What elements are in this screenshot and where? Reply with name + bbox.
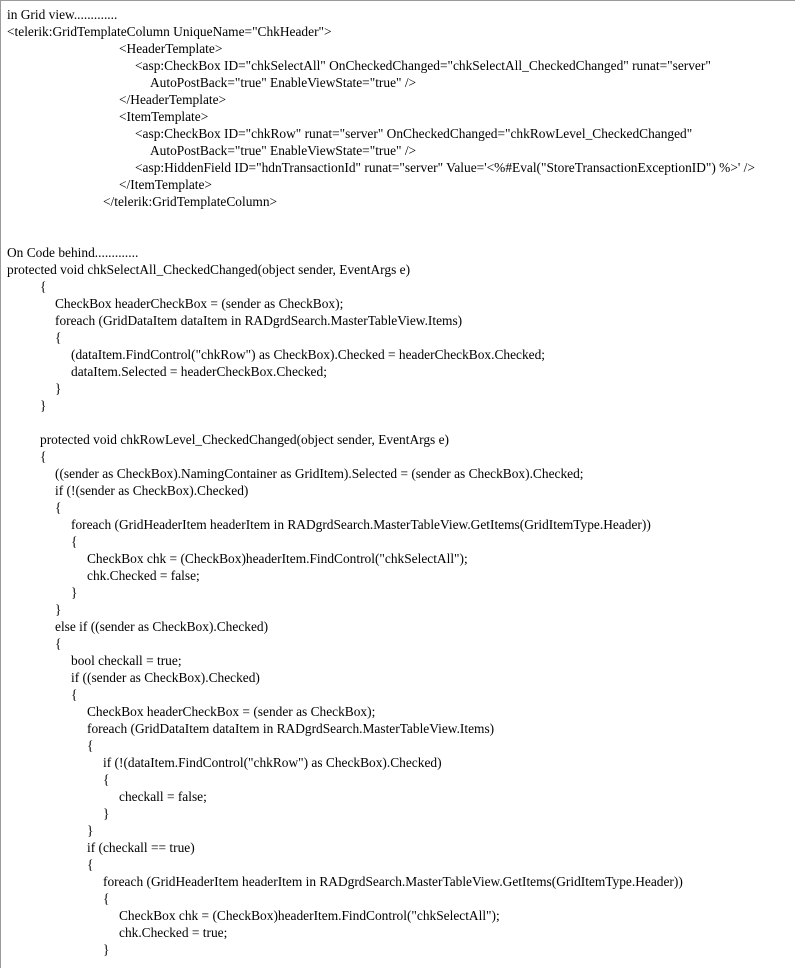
code-line: { bbox=[55, 500, 62, 515]
code-line: chk.Checked = false; bbox=[87, 568, 200, 583]
code-line: <asp:HiddenField ID="hdnTransactionId" runat="server" Value='<%#Eval("StoreTransactionExceptionID") %>' /> bbox=[135, 160, 755, 175]
code-line: } bbox=[55, 381, 62, 396]
code-line: } bbox=[103, 806, 110, 821]
code-line: if (!(dataItem.FindControl("chkRow") as CheckBox).Checked) bbox=[103, 755, 442, 770]
code-line: foreach (GridHeaderItem headerItem in RADgrdSearch.MasterTableView.GetItems(GridItemType.Header)) bbox=[103, 874, 683, 889]
code-line: } bbox=[71, 585, 78, 600]
code-line: foreach (GridDataItem dataItem in RADgrdSearch.MasterTableView.Items) bbox=[55, 313, 463, 328]
code-line: <telerik:GridTemplateColumn UniqueName="ChkHeader"> bbox=[7, 24, 332, 39]
code-line: dataItem.Selected = headerCheckBox.Checked; bbox=[71, 364, 327, 379]
code-line: { bbox=[103, 772, 110, 787]
code-line: if (!(sender as CheckBox).Checked) bbox=[55, 483, 249, 498]
code-line: chk.Checked = true; bbox=[119, 925, 228, 940]
code-line: } bbox=[103, 942, 110, 957]
code-line: CheckBox chk = (CheckBox)headerItem.FindControl("chkSelectAll"); bbox=[119, 908, 500, 923]
code-line: { bbox=[87, 738, 94, 753]
code-block bbox=[7, 6, 795, 958]
code-line: } bbox=[55, 602, 62, 617]
code-line: <ItemTemplate> bbox=[119, 109, 209, 124]
code-line: { bbox=[40, 449, 47, 464]
code-line: foreach (GridDataItem dataItem in RADgrdSearch.MasterTableView.Items) bbox=[87, 721, 495, 736]
code-line bbox=[7, 227, 795, 244]
code-line: AutoPostBack="true" EnableViewState="true" /> bbox=[150, 75, 417, 90]
code-line: protected void chkSelectAll_CheckedChanged(object sender, EventArgs e) bbox=[7, 262, 411, 277]
code-line: { bbox=[71, 534, 78, 549]
code-line: in Grid view............. bbox=[7, 7, 118, 22]
code-line: CheckBox headerCheckBox = (sender as CheckBox); bbox=[87, 704, 376, 719]
code-line: { bbox=[40, 279, 47, 294]
code-line: foreach (GridHeaderItem headerItem in RADgrdSearch.MasterTableView.GetItems(GridItemType.Header)) bbox=[71, 517, 651, 532]
code-line: </HeaderTemplate> bbox=[119, 92, 227, 107]
code-line: AutoPostBack="true" EnableViewState="true" /> bbox=[150, 143, 417, 158]
code-line: </ItemTemplate> bbox=[119, 177, 212, 192]
code-line: { bbox=[55, 636, 62, 651]
code-line: checkall = false; bbox=[119, 789, 207, 804]
code-line: if ((sender as CheckBox).Checked) bbox=[71, 670, 260, 685]
code-line: </telerik:GridTemplateColumn> bbox=[103, 194, 278, 209]
code-line: else if ((sender as CheckBox).Checked) bbox=[55, 619, 269, 634]
code-line: bool checkall = true; bbox=[71, 653, 182, 668]
code-line: On Code behind............. bbox=[7, 245, 139, 260]
code-line: } bbox=[40, 398, 47, 413]
code-line: <asp:CheckBox ID="chkSelectAll" OnCheckedChanged="chkSelectAll_CheckedChanged" runat="server" bbox=[135, 58, 711, 73]
code-line: ((sender as CheckBox).NamingContainer as GridItem).Selected = (sender as CheckBox).Checked; bbox=[55, 466, 584, 481]
code-line bbox=[7, 210, 795, 227]
code-line: if (checkall == true) bbox=[87, 840, 195, 855]
code-line: { bbox=[55, 330, 62, 345]
code-line: protected void chkRowLevel_CheckedChanged(object sender, EventArgs e) bbox=[40, 432, 449, 447]
code-line: CheckBox chk = (CheckBox)headerItem.FindControl("chkSelectAll"); bbox=[87, 551, 468, 566]
code-line: { bbox=[87, 857, 94, 872]
code-line: { bbox=[71, 687, 78, 702]
code-line bbox=[7, 414, 795, 431]
code-line: <asp:CheckBox ID="chkRow" runat="server" OnCheckedChanged="chkRowLevel_CheckedChanged" bbox=[135, 126, 693, 141]
code-line: } bbox=[87, 823, 94, 838]
code-line: CheckBox headerCheckBox = (sender as CheckBox); bbox=[55, 296, 344, 311]
code-line: (dataItem.FindControl("chkRow") as CheckBox).Checked = headerCheckBox.Checked; bbox=[71, 347, 546, 362]
code-line: <HeaderTemplate> bbox=[119, 41, 223, 56]
code-line: { bbox=[103, 891, 110, 906]
